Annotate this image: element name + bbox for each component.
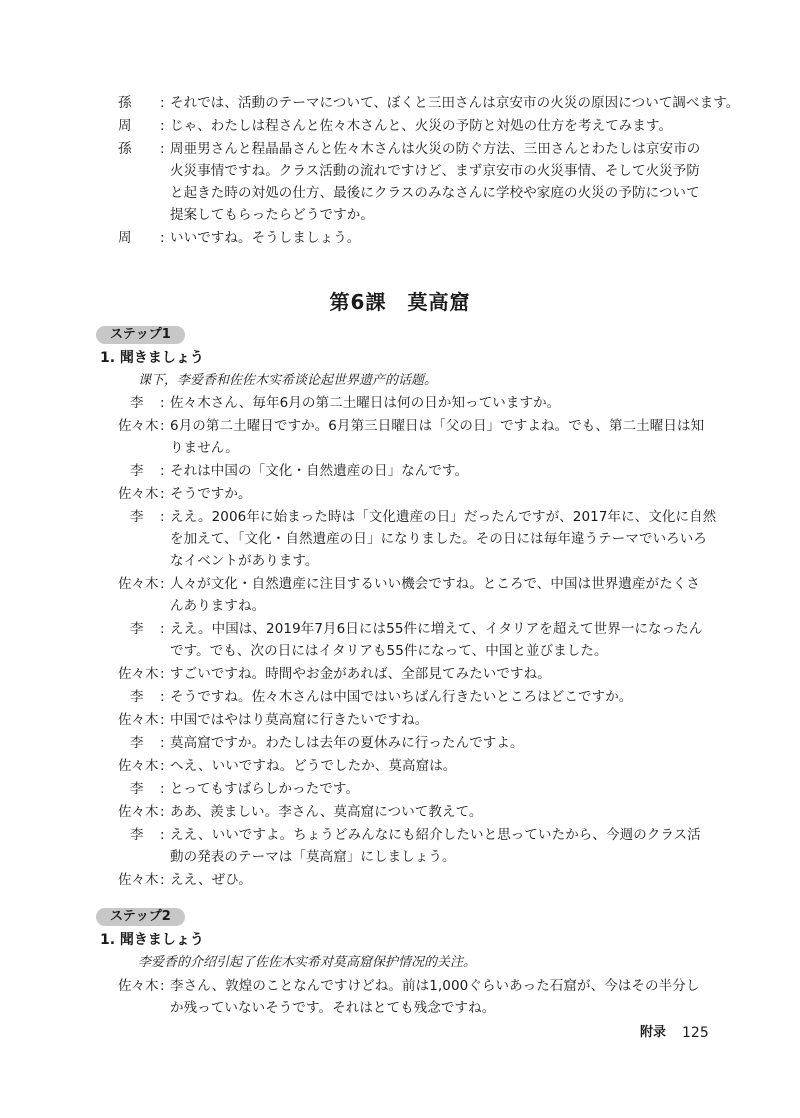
speaker-colon: : <box>160 804 165 820</box>
speaker-colon: : <box>160 141 165 157</box>
dialogue-line: 周亜男さんと程晶晶さんと佐々木さんは火災の防ぐ方法、三田さんとわたしは京安市の <box>170 141 701 157</box>
speaker-colon: : <box>160 689 165 705</box>
dialogue-line: 人々が文化・自然遺産に注目するいい機会ですね。ところで、中国は世界遺産がたくさ <box>170 576 700 592</box>
dialogue-line: ええ、いいですよ。ちょうどみんなにも紹介したいと思っていたから、今週のクラス活 <box>170 827 701 843</box>
dialogue-line: りません。 <box>170 440 239 456</box>
lesson-title: 第6課 莫高窟 <box>329 290 471 314</box>
speaker-colon: : <box>160 827 165 843</box>
speaker-label: 佐々木 <box>118 666 159 682</box>
dialogue-line: ええ。中国は、2019年7月6日には55件に増えて、イタリアを超えて世界一になったん <box>170 621 703 637</box>
speaker-colon: : <box>160 418 165 434</box>
speaker-colon: : <box>160 621 165 637</box>
dialogue-line: と起きた時の対処の仕方、最後にクラスのみなさんに学校や家庭の火災の予防について <box>170 185 700 201</box>
dialogue-line: それは中国の「文化・自然遺産の日」なんです。 <box>170 463 469 479</box>
speaker-label: 佐々木 <box>118 576 159 592</box>
speaker-colon: : <box>160 712 165 728</box>
speaker-label: 李 <box>130 735 144 751</box>
dialogue-line: 火災事情ですね。クラス活動の流れですけど、まず京安市の火災事情、そして火災予防 <box>170 163 700 179</box>
speaker-label: 李 <box>130 621 144 637</box>
speaker-label: 孫 <box>118 95 132 111</box>
dialogue-line: へえ、いいですね。どうでしたか、莫高窟は。 <box>170 758 457 774</box>
dialogue-line: 佐々木さん、毎年6月の第二土曜日は何の日か知っていますか。 <box>170 395 561 411</box>
dialogue-line: 動の発表のテーマは「莫高窟」にしましょう。 <box>170 849 456 865</box>
speaker-colon: : <box>160 395 165 411</box>
speaker-colon: : <box>160 978 165 994</box>
speaker-colon: : <box>160 230 165 246</box>
dialogue-line: 6月の第二土曜日ですか。6月第三日曜日は「父の日」ですよね。でも、第二土曜日は知 <box>170 418 705 434</box>
speaker-colon: : <box>160 781 165 797</box>
section-intro: 课下，李爱香和佐佐木实希谈论起世界遗产的话题。 <box>138 373 438 388</box>
section-heading: 1. 聞きましょう <box>100 350 204 366</box>
speaker-label: 李 <box>130 689 144 705</box>
step-badge: ステップ2 <box>96 908 185 926</box>
speaker-label: 佐々木 <box>118 872 159 888</box>
speaker-label: 佐々木 <box>118 712 159 728</box>
speaker-colon: : <box>160 463 165 479</box>
speaker-colon: : <box>160 509 165 525</box>
dialogue-line: 提案してもらったらどうですか。 <box>170 207 374 223</box>
dialogue-line: ああ、羨ましい。李さん、莫高窟について教えて。 <box>170 804 483 820</box>
dialogue-line: すごいですね。時間やお金があれば、全部見てみたいですね。 <box>170 666 551 682</box>
speaker-colon: : <box>160 735 165 751</box>
dialogue-line: です。でも、次の日にはイタリアも55件になって、中国と並びました。 <box>170 643 608 659</box>
dialogue-line: とってもすばらしかったです。 <box>170 781 360 797</box>
speaker-label: 孫 <box>118 141 132 157</box>
speaker-label: 李 <box>130 509 144 525</box>
speaker-label: 佐々木 <box>118 758 159 774</box>
dialogue-line: を加えて、「文化・自然遺産の日」になりました。その日には毎年違うテーマでいろいろ <box>170 531 707 547</box>
dialogue-line: そうですね。佐々木さんは中国ではいちばん行きたいところはどこですか。 <box>170 689 633 705</box>
speaker-label: 周 <box>118 118 132 134</box>
dialogue-line: それでは、活動のテーマについて、ぼくと三田さんは京安市の火災の原因について調べます。 <box>170 95 740 111</box>
speaker-label: 佐々木 <box>118 486 159 502</box>
speaker-colon: : <box>160 486 165 502</box>
speaker-colon: : <box>160 872 165 888</box>
step-badge: ステップ1 <box>96 326 185 344</box>
speaker-colon: : <box>160 576 165 592</box>
speaker-label: 李 <box>130 395 144 411</box>
speaker-label: 李 <box>130 781 144 797</box>
dialogue-line: か残っていないそうです。それはとても残念ですね。 <box>170 1000 496 1016</box>
speaker-label: 李 <box>130 827 144 843</box>
dialogue-line: なイベントがあります。 <box>170 553 319 569</box>
dialogue-line: ええ、ぜひ。 <box>170 872 252 888</box>
speaker-colon: : <box>160 95 165 111</box>
page-number: 125 <box>682 1025 709 1041</box>
dialogue-line: んありますね。 <box>170 598 266 614</box>
section-heading: 1. 聞きましょう <box>100 932 204 948</box>
speaker-label: 佐々木 <box>118 804 159 820</box>
section-intro: 李爱香的介绍引起了佐佐木实希对莫高窟保护情况的关注。 <box>138 955 477 970</box>
speaker-colon: : <box>160 118 165 134</box>
speaker-label: 周 <box>118 230 132 246</box>
speaker-label: 佐々木 <box>118 978 159 994</box>
speaker-label: 佐々木 <box>118 418 159 434</box>
dialogue-line: ええ。2006年に始まった時は「文化遺産の日」だったんですが、2017年に、文化に自然 <box>170 509 717 525</box>
dialogue-line: じゃ、わたしは程さんと佐々木さんと、火災の予防と対処の仕方を考えてみます。 <box>170 118 673 134</box>
dialogue-line: 中国ではやはり莫高窟に行きたいですね。 <box>170 712 429 728</box>
dialogue-line: 李さん、敦煌のことなんですけどね。前は1,000ぐらいあった石窟が、今はその半分し <box>170 978 700 994</box>
appendix-label: 附录 <box>640 1025 667 1040</box>
dialogue-line: 莫高窟ですか。わたしは去年の夏休みに行ったんですよ。 <box>170 735 524 751</box>
speaker-label: 李 <box>130 463 144 479</box>
speaker-colon: : <box>160 758 165 774</box>
dialogue-line: いいですね。そうしましょう。 <box>170 230 361 246</box>
dialogue-line: そうですか。 <box>170 486 252 502</box>
speaker-colon: : <box>160 666 165 682</box>
